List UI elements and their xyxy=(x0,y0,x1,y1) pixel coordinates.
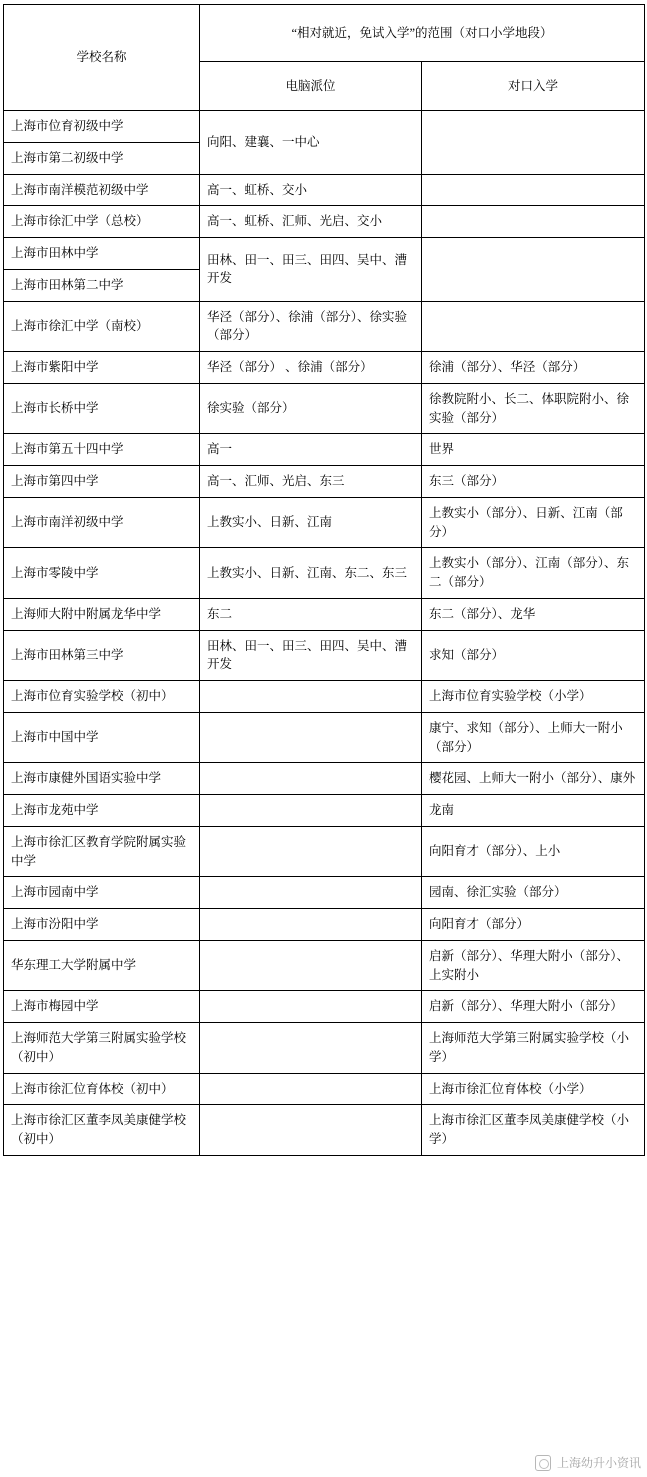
cell-lottery-scope xyxy=(200,763,422,795)
table-row xyxy=(4,712,645,763)
cell-direct-scope: 上海市徐汇区董李凤美康健学校（小学） xyxy=(422,1105,645,1156)
table-row xyxy=(4,909,645,941)
cell-school-name: 上海市田林第二中学 xyxy=(4,269,200,301)
header-school-name: 学校名称 xyxy=(4,5,200,111)
cell-direct-scope xyxy=(422,111,645,175)
cell-school-name: 上海市园南中学 xyxy=(4,877,200,909)
cell-lottery-scope xyxy=(200,681,422,713)
cell-lottery-scope: 向阳、建襄、一中心 xyxy=(200,111,422,175)
table-row xyxy=(4,206,645,238)
cell-lottery-scope xyxy=(200,712,422,763)
cell-lottery-scope: 高一、虹桥、交小 xyxy=(200,174,422,206)
table-row xyxy=(4,991,645,1023)
cell-direct-scope: 上教实小（部分）、日新、江南（部分） xyxy=(422,497,645,548)
table-header-row-1 xyxy=(4,5,645,62)
cell-direct-scope: 樱花园、上师大一附小（部分）、康外 xyxy=(422,763,645,795)
table-row xyxy=(4,1105,645,1156)
cell-school-name: 上海市徐汇区董李凤美康健学校（初中） xyxy=(4,1105,200,1156)
cell-lottery-scope: 华泾（部分）、徐浦（部分）、徐实验（部分） xyxy=(200,301,422,352)
cell-school-name: 上海市徐汇区教育学院附属实验中学 xyxy=(4,826,200,877)
cell-school-name: 上海市田林第三中学 xyxy=(4,630,200,681)
table-row xyxy=(4,940,645,991)
table-row xyxy=(4,383,645,434)
cell-lottery-scope: 徐实验（部分） xyxy=(200,383,422,434)
cell-direct-scope xyxy=(422,301,645,352)
table-row xyxy=(4,795,645,827)
cell-lottery-scope xyxy=(200,1073,422,1105)
table-row xyxy=(4,548,645,599)
cell-lottery-scope xyxy=(200,826,422,877)
cell-lottery-scope xyxy=(200,991,422,1023)
cell-direct-scope: 向阳育才（部分）、上小 xyxy=(422,826,645,877)
cell-direct-scope: 上海市徐汇位育体校（小学） xyxy=(422,1073,645,1105)
cell-lottery-scope: 田林、田一、田三、田四、吴中、漕开发 xyxy=(200,238,422,302)
table-body xyxy=(4,111,645,1156)
cell-direct-scope: 上海师范大学第三附属实验学校（小学） xyxy=(422,1023,645,1074)
table-row xyxy=(4,598,645,630)
table-row xyxy=(4,826,645,877)
table-row xyxy=(4,763,645,795)
cell-school-name: 上海市田林中学 xyxy=(4,238,200,270)
cell-lottery-scope: 上教实小、日新、江南 xyxy=(200,497,422,548)
cell-direct-scope: 上海市位育实验学校（小学） xyxy=(422,681,645,713)
header-scope: “相对就近，免试入学”的范围（对口小学地段） xyxy=(200,5,645,62)
cell-lottery-scope xyxy=(200,1023,422,1074)
logo-mark-icon xyxy=(535,1455,551,1471)
cell-school-name: 上海市长桥中学 xyxy=(4,383,200,434)
cell-school-name: 上海市徐汇中学（南校） xyxy=(4,301,200,352)
table-row xyxy=(4,434,645,466)
cell-school-name: 上海市龙苑中学 xyxy=(4,795,200,827)
cell-direct-scope: 龙南 xyxy=(422,795,645,827)
cell-school-name: 上海市梅园中学 xyxy=(4,991,200,1023)
cell-school-name: 上海市汾阳中学 xyxy=(4,909,200,941)
header-lottery: 电脑派位 xyxy=(200,62,422,111)
cell-school-name: 上海市紫阳中学 xyxy=(4,352,200,384)
cell-direct-scope xyxy=(422,238,645,302)
cell-direct-scope: 启新（部分）、华理大附小（部分）、上实附小 xyxy=(422,940,645,991)
cell-school-name: 上海师大附中附属龙华中学 xyxy=(4,598,200,630)
cell-lottery-scope: 华泾（部分） 、徐浦（部分） xyxy=(200,352,422,384)
watermark-label: 上海幼升小资讯 xyxy=(556,1456,641,1470)
cell-direct-scope: 东二（部分）、龙华 xyxy=(422,598,645,630)
cell-lottery-scope xyxy=(200,909,422,941)
cell-lottery-scope: 高一、汇师、光启、东三 xyxy=(200,466,422,498)
table-row xyxy=(4,352,645,384)
cell-school-name: 上海市第五十四中学 xyxy=(4,434,200,466)
watermark xyxy=(535,1454,641,1471)
cell-school-name: 上海市中国中学 xyxy=(4,712,200,763)
cell-lottery-scope: 高一 xyxy=(200,434,422,466)
cell-direct-scope: 康宁、求知（部分）、上师大一附小（部分） xyxy=(422,712,645,763)
table-row xyxy=(4,174,645,206)
cell-lottery-scope xyxy=(200,877,422,909)
table-row xyxy=(4,111,645,143)
cell-lottery-scope xyxy=(200,940,422,991)
cell-direct-scope: 向阳育才（部分） xyxy=(422,909,645,941)
cell-school-name: 上海市徐汇中学（总校） xyxy=(4,206,200,238)
cell-school-name: 上海市第二初级中学 xyxy=(4,142,200,174)
table-row xyxy=(4,681,645,713)
cell-school-name: 上海师范大学第三附属实验学校（初中） xyxy=(4,1023,200,1074)
cell-school-name: 上海市位育初级中学 xyxy=(4,111,200,143)
table-row xyxy=(4,238,645,270)
cell-direct-scope xyxy=(422,206,645,238)
cell-direct-scope: 启新（部分）、华理大附小（部分） xyxy=(422,991,645,1023)
table-row xyxy=(4,877,645,909)
cell-lottery-scope: 东二 xyxy=(200,598,422,630)
cell-direct-scope: 园南、徐汇实验（部分） xyxy=(422,877,645,909)
cell-lottery-scope: 田林、田一、田三、田四、吴中、漕开发 xyxy=(200,630,422,681)
cell-direct-scope: 徐浦（部分）、华泾（部分） xyxy=(422,352,645,384)
cell-direct-scope: 世界 xyxy=(422,434,645,466)
table-row xyxy=(4,301,645,352)
cell-school-name: 上海市零陵中学 xyxy=(4,548,200,599)
cell-school-name: 上海市位育实验学校（初中） xyxy=(4,681,200,713)
cell-direct-scope xyxy=(422,174,645,206)
cell-school-name: 上海市第四中学 xyxy=(4,466,200,498)
cell-school-name: 上海市南洋初级中学 xyxy=(4,497,200,548)
header-direct: 对口入学 xyxy=(422,62,645,111)
cell-direct-scope: 徐教院附小、长二、体职院附小、徐实验（部分） xyxy=(422,383,645,434)
cell-school-name: 上海市徐汇位育体校（初中） xyxy=(4,1073,200,1105)
table-row xyxy=(4,497,645,548)
cell-lottery-scope xyxy=(200,1105,422,1156)
cell-lottery-scope: 上教实小、日新、江南、东二、东三 xyxy=(200,548,422,599)
school-enrollment-table xyxy=(3,4,645,1156)
cell-lottery-scope xyxy=(200,795,422,827)
cell-school-name: 华东理工大学附属中学 xyxy=(4,940,200,991)
table-row xyxy=(4,1073,645,1105)
cell-direct-scope: 东三（部分） xyxy=(422,466,645,498)
cell-lottery-scope: 高一、虹桥、汇师、光启、交小 xyxy=(200,206,422,238)
cell-direct-scope: 上教实小（部分）、江南（部分）、东二（部分） xyxy=(422,548,645,599)
table-header xyxy=(4,5,645,111)
table-row xyxy=(4,466,645,498)
cell-direct-scope: 求知（部分） xyxy=(422,630,645,681)
cell-school-name: 上海市康健外国语实验中学 xyxy=(4,763,200,795)
table-row xyxy=(4,1023,645,1074)
cell-school-name: 上海市南洋模范初级中学 xyxy=(4,174,200,206)
table-row xyxy=(4,630,645,681)
